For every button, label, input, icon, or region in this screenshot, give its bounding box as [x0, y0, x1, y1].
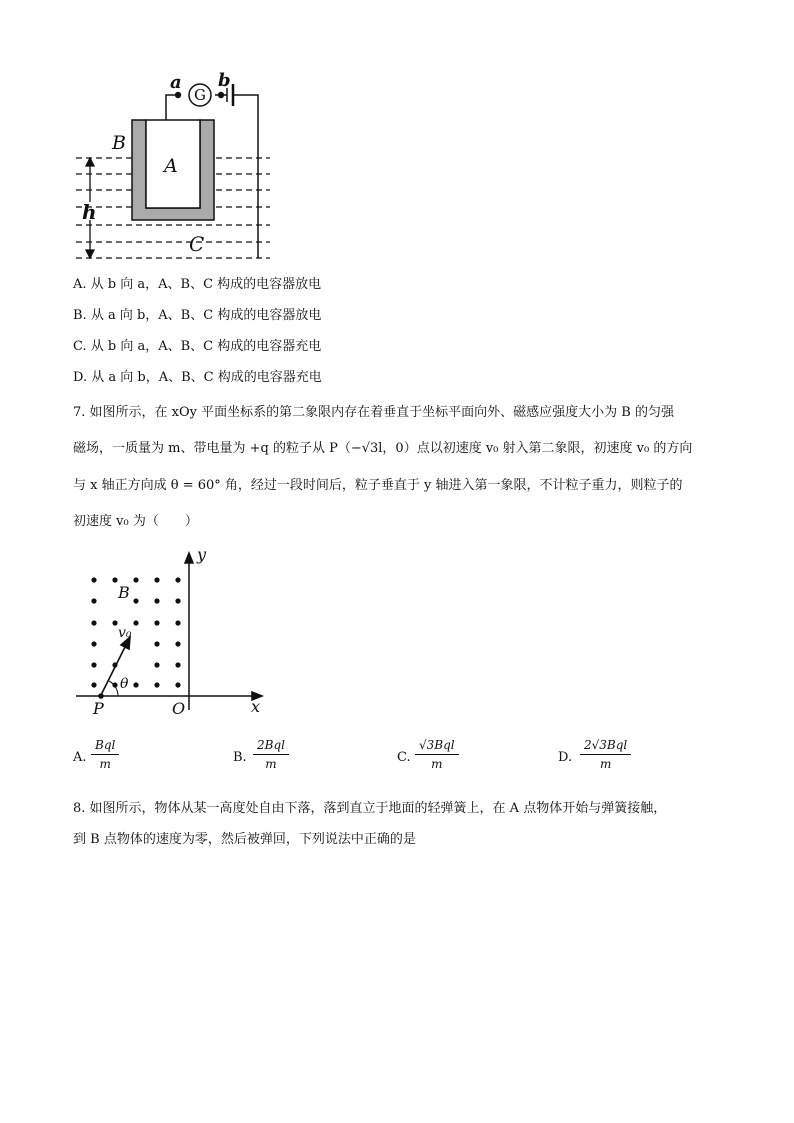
- option-text: 从 b 向 a，A、B、C 构成的电容器充电: [90, 339, 322, 354]
- coordinate-axes: [76, 553, 262, 710]
- numerator: √3Bql: [415, 738, 459, 755]
- label-galvanometer: G: [194, 86, 206, 104]
- label-theta: θ: [120, 676, 129, 692]
- option-text: 从 a 向 b，A、B、C 构成的电容器放电: [90, 308, 322, 323]
- label-a: a: [170, 72, 182, 93]
- numerator: 2Bql: [253, 738, 289, 755]
- q8-line-1: 8. 如图所示，物体从某一高度处自由下落，落到直立于地面的轻弹簧上，在 A 点物体开始与弹簧接触，: [73, 801, 667, 816]
- option-text: 从 a 向 b，A、B、C 构成的电容器充电: [91, 370, 322, 385]
- q7-option-a-letter: A.: [73, 750, 87, 765]
- denominator: m: [599, 757, 612, 771]
- label-container-b: B: [112, 132, 126, 154]
- label-origin-o: O: [172, 699, 186, 718]
- q6-option-d: [73, 370, 322, 386]
- point-p: [98, 693, 104, 699]
- option-letter: B.: [73, 308, 87, 323]
- label-y-axis: y: [197, 545, 207, 564]
- q6-option-b: [73, 308, 321, 324]
- label-v0: v₀: [118, 625, 132, 641]
- q7-line-1: 7. 如图所示，在 xOy 平面坐标系的第二象限内存在着垂直于坐标平面向外、磁感应强度大小为 B 的匀强: [73, 405, 674, 420]
- q7-option-d-letter: D.: [558, 750, 573, 765]
- numerator: 2√3Bql: [580, 738, 631, 755]
- magnetic-field-figure: [70, 545, 270, 720]
- q8-line-2: 到 B 点物体的速度为零，然后被弹回，下列说法中正确的是: [73, 832, 416, 847]
- q7-option-b-letter: B.: [233, 750, 247, 765]
- label-conductor-a: A: [164, 155, 178, 177]
- label-point-p: P: [93, 699, 104, 718]
- label-liquid-c: C: [189, 232, 205, 256]
- q6-option-a: [73, 277, 321, 293]
- label-x-axis: x: [251, 697, 261, 716]
- terminal-b-dot: [218, 92, 224, 98]
- option-letter: A.: [73, 277, 87, 292]
- label-field-b: B: [118, 583, 130, 602]
- q7-line-3: 与 x 轴正方向成 θ = 60° 角，经过一段时间后，粒子垂直于 y 轴进入第一象限，不计粒子重力，则粒子的: [73, 478, 683, 493]
- denominator: m: [431, 757, 443, 771]
- denominator: m: [99, 757, 111, 771]
- option-text: 从 b 向 a，A、B、C 构成的电容器放电: [90, 277, 322, 292]
- q7-option-b-fraction: [253, 738, 289, 771]
- q7-option-c-fraction: [415, 738, 459, 771]
- q7-option-a-fraction: [91, 738, 119, 771]
- q7-option-d-fraction: [580, 738, 631, 771]
- denominator: m: [265, 757, 277, 771]
- label-b: b: [218, 70, 231, 91]
- q7-option-c-letter: C.: [397, 750, 411, 765]
- numerator: Bql: [91, 738, 119, 755]
- q7-line-2: 磁场，一质量为 m、带电量为 +q 的粒子从 P（−√3l，0）点以初速度 v₀ 射入第二象限，初速度 v₀ 的方向: [73, 441, 693, 456]
- field-dots: [91, 577, 180, 687]
- option-letter: C.: [73, 339, 87, 354]
- q6-option-c: [73, 339, 321, 355]
- q7-line-4: 初速度 v₀ 为（ ）: [73, 514, 198, 529]
- label-h: h: [82, 200, 97, 224]
- option-letter: D.: [73, 370, 88, 385]
